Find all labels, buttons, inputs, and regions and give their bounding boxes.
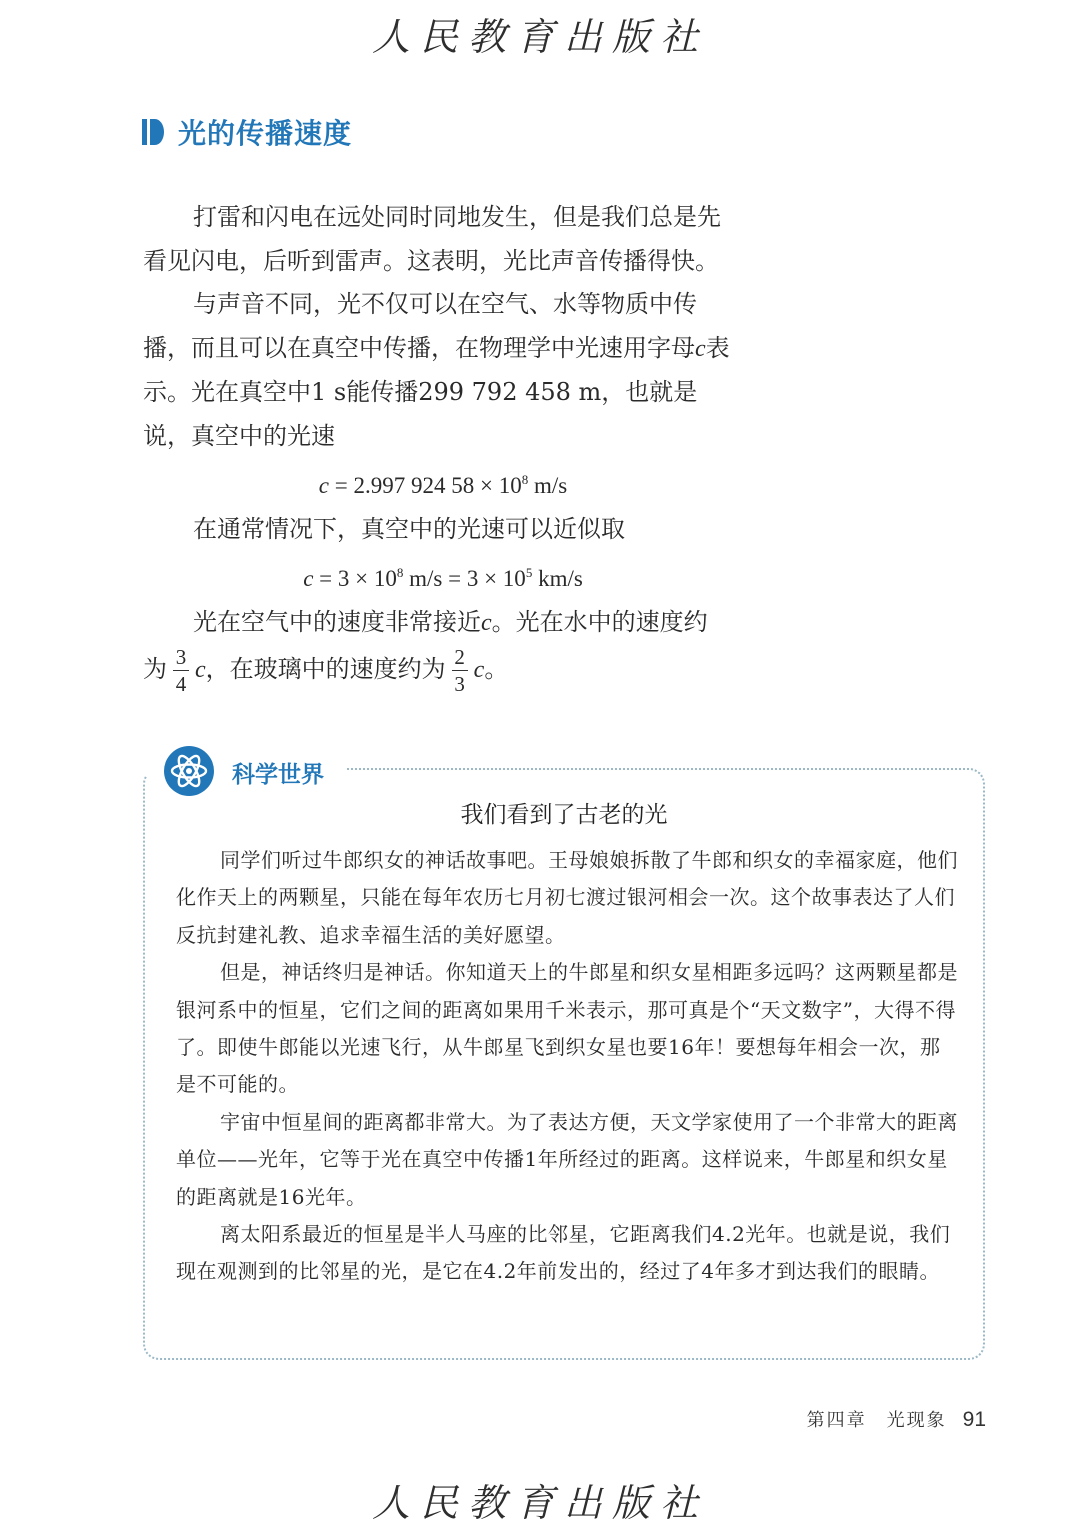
box-paragraph-legend: 同学们听过牛郎织女的神话故事吧。王母娘娘拆散了牛郎和织女的幸福家庭，他们化作天上的两颗星，只能在每年农历七月初七渡过银河相会一次。这个故事表达了人们反抗封建礼教、追求幸福生活的美好愿望。 <box>176 848 958 947</box>
box-title: 我们看到了古老的光 <box>460 802 668 828</box>
box-text <box>176 842 958 1291</box>
atom-icon <box>163 745 215 797</box>
main-text <box>143 196 743 695</box>
science-world-label: 科学世界 <box>232 762 324 788</box>
section-title: 光的传播速度 <box>178 117 353 150</box>
section-heading <box>142 112 352 152</box>
box-paragraph-proxima: 离太阳系最近的恒星是半人马座的比邻星，它距离我们4.2光年。也就是说，我们现在观测到的比邻星的光，是它在4.2年前发出的，经过了4年多才到达我们的眼睛。 <box>176 1222 951 1284</box>
page-number: 91 <box>962 1408 986 1431</box>
paragraph-thunder: 打雷和闪电在远处同时同地发生，但是我们总是先看见闪电，后听到雷声。这表明，光比声音传播得快。 <box>143 203 721 275</box>
fraction-water: $\frac{3}{4}$ <box>173 646 189 695</box>
publisher-watermark-bottom: 人民教育出版社 <box>371 1481 708 1525</box>
paragraph-media-pre: 光在空气中的速度非常接近c。光在水中的速度约 <box>193 607 708 636</box>
formula-light-speed: c = 2.997 924 $58 \times 10^8$ m/s <box>318 472 568 498</box>
publisher-watermark-top: 人民教育出版社 <box>371 15 708 59</box>
box-paragraph-light-year: 宇宙中恒星间的距离都非常大。为了表达方便，天文学家使用了一个非常大的距离单位——光年，它等于光在真空中传播1年所经过的距离。这样说来，牛郎星和织女星的距离就是16光年。 <box>176 1109 958 1209</box>
paragraph-vacuum: 与声音不同，光不仅可以在空气、水等物质中传播，而且可以在真空中传播，在物理学中光速用字母c表示。光在真空中1 s能传播299 792 458 m，也就是说，真空中的光速 <box>143 290 730 450</box>
page-footer <box>807 1406 986 1432</box>
box-paragraph-distance: 但是，神话终归是神话。你知道天上的牛郎星和织女星相距多远吗？这两颗星都是银河系中的恒星，它们之间的距离如果用千米表示，那可真是个“天文数字”，大得不得了。即使牛郎能以光速飞行，从牛郎星飞到织女星也要16年！要想每年相会一次，那是不可能的。 <box>176 960 958 1097</box>
chapter-label: 第四章 光现象 <box>806 1410 947 1431</box>
paragraph-media-fractions: 为 $\frac{3}{4}$ c，在玻璃中的速度约为 $\frac{2}{3}$ c。 <box>143 645 509 696</box>
paragraph-approx: 在通常情况下，真空中的光速可以近似取 <box>193 514 625 543</box>
fraction-glass: $\frac{2}{3}$ <box>452 646 468 695</box>
section-marker-icon <box>142 119 164 145</box>
formula-approx: $c = 3 \times 10^8$ $m/s = 3 \times 10^5$ km/s <box>303 565 583 591</box>
